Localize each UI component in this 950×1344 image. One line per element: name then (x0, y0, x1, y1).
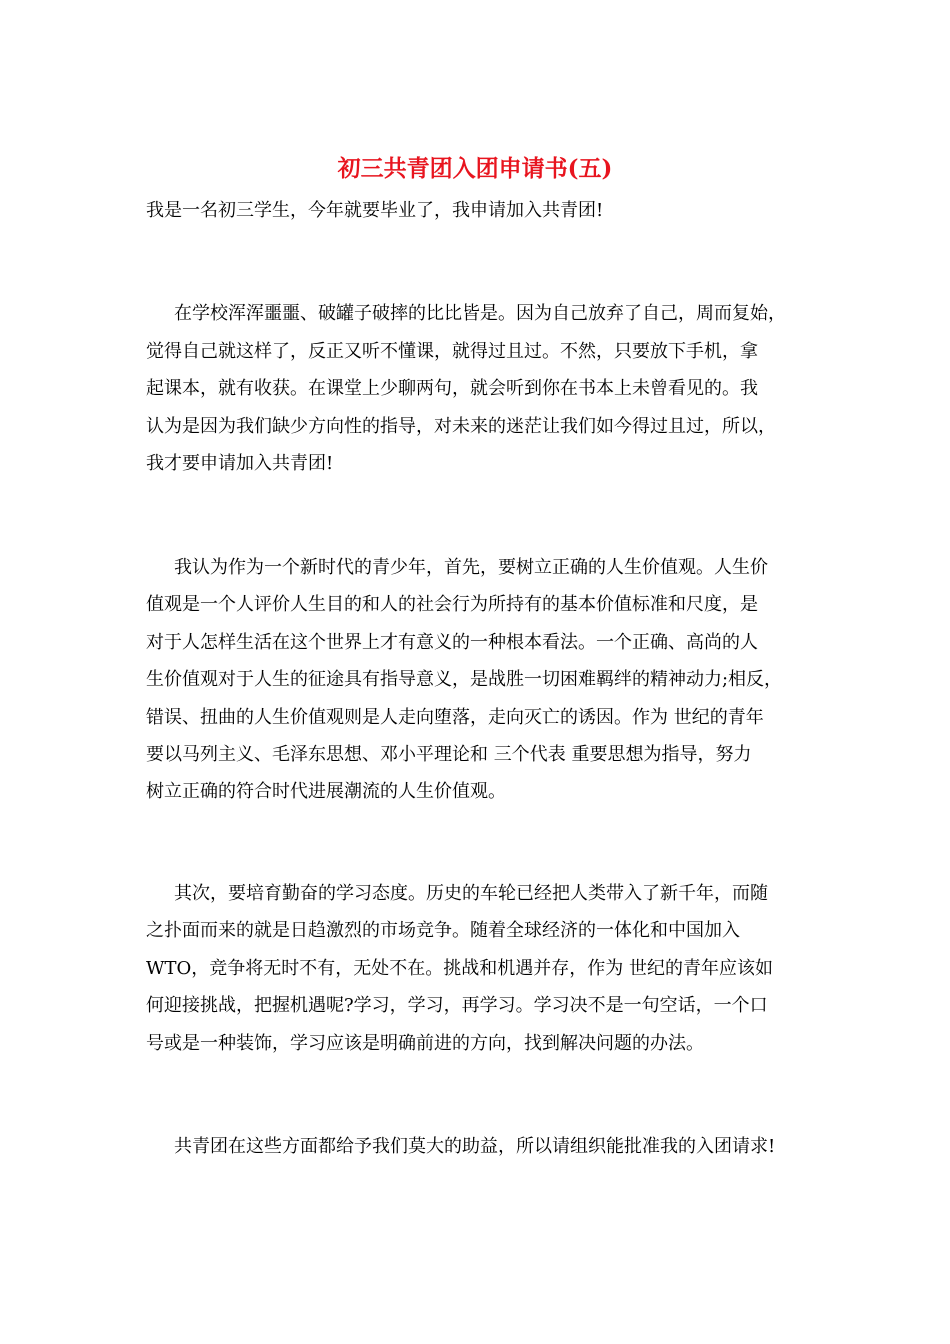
paragraph-line: 在学校浑浑噩噩、破罐子破摔的比比皆是。因为自己放弃了自己，周而复始， (174, 303, 786, 324)
paragraph-line: 要以马列主义、毛泽东思想、邓小平理论和 三个代表 重要思想为指导，努力 (146, 744, 752, 765)
paragraph-line: 生价值观对于人生的征途具有指导意义，是战胜一切困难羁绊的精神动力;相反， (146, 669, 783, 690)
paragraph-line: 我才要申请加入共青团! (146, 453, 334, 474)
intro-line: 我是一名初三学生，今年就要毕业了，我申请加入共青团! (146, 200, 604, 221)
paragraph-line: 觉得自己就这样了，反正又听不懂课，就得过且过。不然，只要放下手机，拿 (146, 341, 758, 362)
paragraph-line: 值观是一个人评价人生目的和人的社会行为所持有的基本价值标准和尺度，是 (146, 594, 758, 615)
paragraph-line: 其次，要培育勤奋的学习态度。历史的车轮已经把人类带入了新千年，而随 (174, 883, 768, 904)
paragraph-line: 认为是因为我们缺少方向性的指导，对未来的迷茫让我们如今得过且过，所以， (146, 416, 776, 437)
paragraph-line: 错误、扭曲的人生价值观则是人走向堕落，走向灭亡的诱因。作为 世纪的青年 (146, 707, 764, 728)
paragraph-line: 对于人怎样生活在这个世界上才有意义的一种根本看法。一个正确、高尚的人 (146, 632, 758, 653)
document-title: 初三共青团入团申请书(五) (337, 155, 613, 182)
paragraph-line: 号或是一种装饰，学习应该是明确前进的方向，找到解决问题的办法。 (146, 1033, 704, 1054)
paragraph-line: 树立正确的符合时代进展潮流的人生价值观。 (146, 781, 506, 802)
paragraph-line: WTO，竞争将无时不有，无处不在。挑战和机遇并存，作为 世纪的青年应该如 (146, 958, 773, 979)
paragraph-line: 何迎接挑战，把握机遇呢?学习，学习，再学习。学习决不是一句空话，一个口 (146, 995, 768, 1016)
paragraph-line: 我认为作为一个新时代的青少年，首先，要树立正确的人生价值观。人生价 (174, 557, 768, 578)
paragraph-line: 之扑面而来的就是日趋激烈的市场竞争。随着全球经济的一体化和中国加入 (146, 920, 740, 941)
paragraph-line: 起课本，就有收获。在课堂上少聊两句，就会听到你在书本上未曾看见的。我 (146, 378, 758, 399)
paragraph-line: 共青团在这些方面都给予我们莫大的助益，所以请组织能批准我的入团请求! (174, 1136, 776, 1157)
